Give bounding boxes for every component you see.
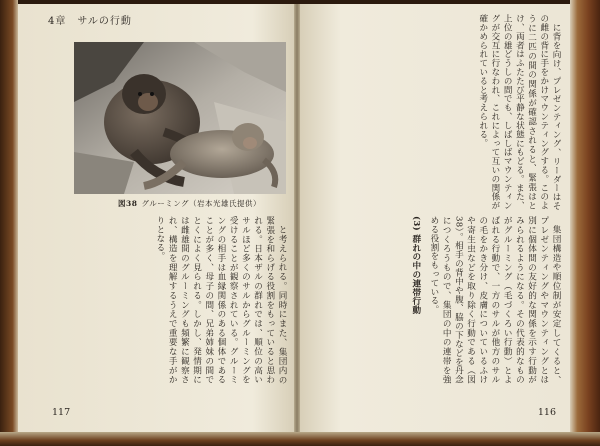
left-page: [18, 4, 294, 432]
left-page-body-text: [26, 216, 288, 384]
grooming-photo: [74, 42, 286, 194]
left-page-paragraph: と考えられる。同時にまた、集団内の緊張を和らげる役割をもっていると思われる。日本ザルの群れでは、順位の高いサルほど多くのサルからグルーミングを受けることが観察されている。グルーミングの相手は血縁関係のある個体であることが多く、母子の間、兄弟姉妹の間でとくによく見られる。しかし、発情期には雌雄間のグルーミングも頻繁に観察され、構造を理解するうえで重要な手がかりとなる。: [154, 216, 287, 384]
right-page: [300, 4, 570, 432]
book-cover-bottom-edge: [0, 432, 600, 446]
figure-caption-text: グルーミング（岩本光雄氏提供）: [141, 199, 262, 208]
running-head: 4章 サルの行動: [48, 16, 132, 27]
monkey-grooming-illustration: [74, 42, 286, 194]
right-page-lower-text: [308, 216, 562, 384]
figure-caption-label: 図38: [118, 199, 138, 208]
book-cover-left-edge: [0, 0, 18, 446]
figure-caption: [118, 198, 261, 209]
right-page-paragraph-upper: に背を向け、プレゼンティング、リーダーはその雌の背に手をかけマウンティングする。このように二匹の間の関係が確認されると、緊張はとけ、両者はふたたび平静な状態にもどる。また、上位の雄どうしの間でも、しばしばマウンティングが交互に行なわれ、これによって互いの関係が確かめられていると考えられる。: [477, 14, 561, 210]
page-number-left: 117: [52, 407, 71, 418]
section-heading: (3) 群れの中の連帯行動: [410, 216, 421, 315]
section-body-text: 集団構造や順位制が安定してくると、プレゼンティングやマウンティングとは別に個体間の友好的な関係を示す行動がみられるようになる。その代表的なものがグルーミング（毛づくろい行動）とよばれる行動で、一方のサルが他方のサルの毛をかき分け、皮膚についているふけや寄生虫などを取り除く行動である（図38）。相手の背中や腹、脇の下などを丹念につくろうもので、集団の中の連帯を強める役割をもっている。: [428, 216, 561, 384]
page-number-right: 116: [537, 407, 556, 418]
right-page-upper-text: [308, 14, 562, 210]
book-cover-right-edge: [570, 0, 600, 446]
